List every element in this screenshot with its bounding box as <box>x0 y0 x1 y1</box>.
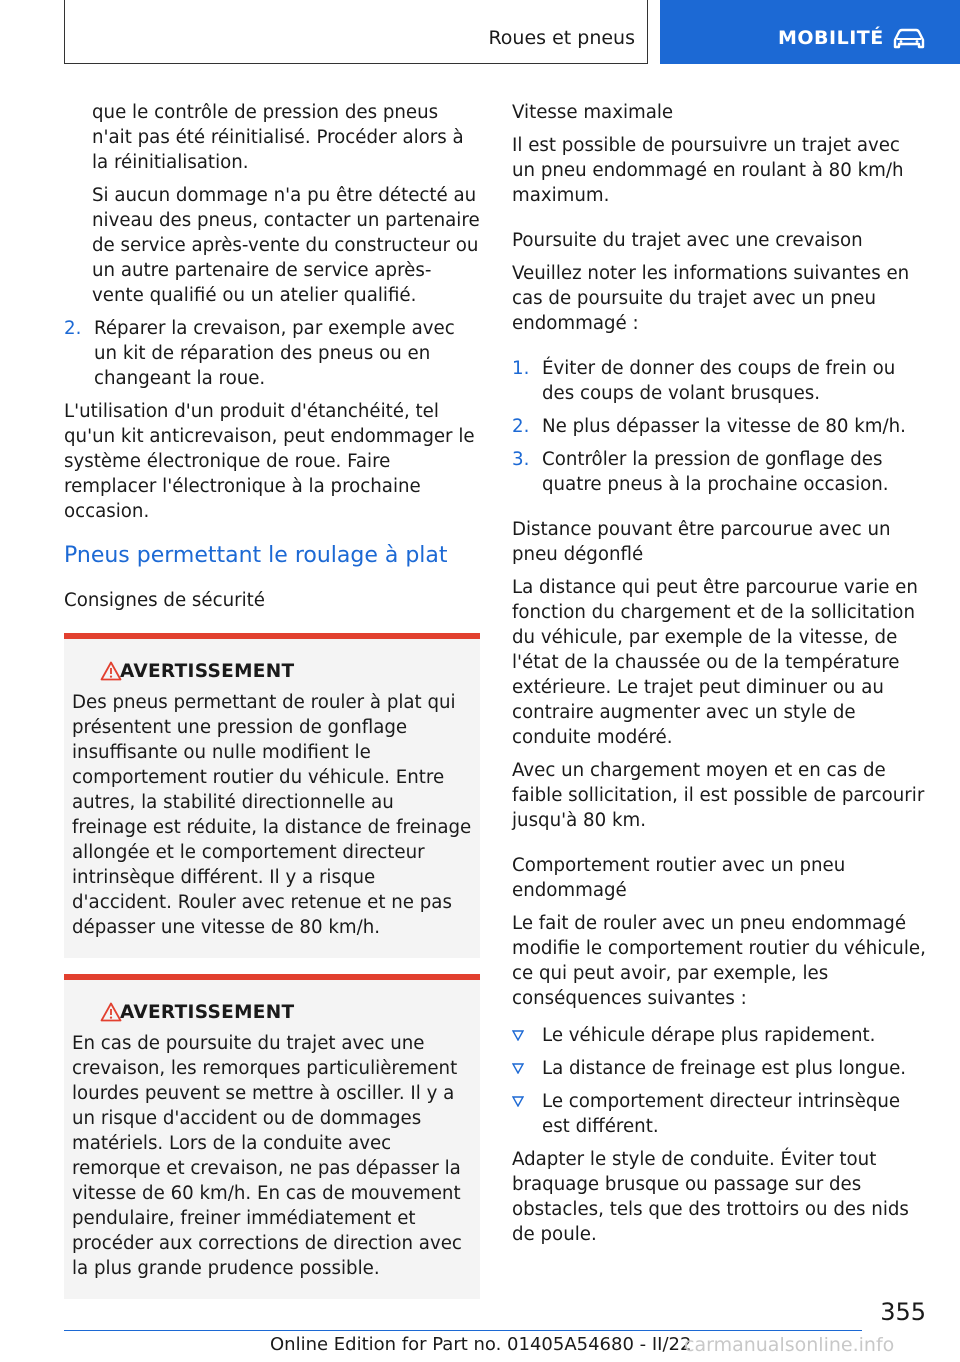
max-speed-paragraph: Il est possible de poursuivre un trajet avec un pneu endommagé en roulant à 80 km/h maximum. <box>512 135 904 206</box>
step-text: Réparer la crevaison, par exemple avec un kit de réparation des pneus ou en changeant la roue. <box>94 318 455 389</box>
behaviour-paragraph: Le fait de rouler avec un pneu endommagé modifie le comportement routier du véhicule, ce qui peut avoir, par exemple, les conséquences suivantes : <box>512 913 926 1009</box>
right-column <box>512 100 928 1247</box>
warning-triangle-icon <box>100 1002 122 1022</box>
triangle-bullet-icon <box>512 1030 524 1041</box>
section-heading: Pneus permettant le roulage à plat <box>64 543 448 568</box>
section-title: Roues et pneus <box>488 27 635 49</box>
step-number: 3. <box>512 449 530 470</box>
left-column <box>64 100 480 1299</box>
heading-distance: Distance pouvant être parcourue avec un pneu dégonflé <box>512 519 891 565</box>
watermark: carmanualsonline.info <box>684 1334 895 1356</box>
step-text: Ne plus dépasser la vitesse de 80 km/h. <box>542 416 906 437</box>
sealant-paragraph: L'utilisation d'un produit d'étanchéité, tel qu'un kit anticrevaison, peut endommager le système électronique de roue. Faire remplacer l'électronique à la prochaine occasion. <box>64 401 475 522</box>
page-number: 355 <box>880 1298 926 1326</box>
heading-behaviour: Comportement routier avec un pneu endommagé <box>512 855 846 901</box>
continue-paragraph: Veuillez noter les informations suivantes en cas de poursuite du trajet avec un pneu endommagé : <box>512 263 910 334</box>
step-number: 2. <box>64 318 82 339</box>
warning-triangle-icon <box>100 661 122 681</box>
heading-max-speed: Vitesse maximale <box>512 102 674 123</box>
edition-text: Online Edition for Part no. 01405A54680 - II/22 <box>270 1334 692 1355</box>
step-text: Contrôler la pression de gonflage des quatre pneus à la prochaine occasion. <box>542 449 889 495</box>
warning-title: AVERTISSEMENT <box>72 1000 472 1025</box>
triangle-bullet-icon <box>512 1096 524 1107</box>
list-item: La distance de freinage est plus longue. <box>512 1056 928 1081</box>
step-item <box>512 414 928 439</box>
step-item <box>512 356 928 406</box>
warning-text: Des pneus permettant de rouler à plat qui présentent une pression de gonflage insuffisante ou nulle modifient le comportement routier du véhicule. Entre autres, la stabilité directionnelle au freinage est réduite, la distance de freinage allongée et le comportement directeur intrinsèque différent. Il y a risque d'accident. Rouler avec retenue et ne pas dépasser une vitesse de 80 km/h. <box>72 692 472 938</box>
step-item <box>64 316 480 391</box>
triangle-bullet-icon <box>512 1063 524 1074</box>
footer-divider <box>64 1330 862 1331</box>
list-item: Le véhicule dérape plus rapidement. <box>512 1023 928 1048</box>
warning-box <box>64 633 480 958</box>
step-number: 1. <box>512 358 530 379</box>
continued-paragraph: que le contrôle de pression des pneus n'ait pas été réinitialisé. Procéder alors à la réinitialisation. <box>92 102 464 173</box>
step-text: Éviter de donner des coups de frein ou des coups de volant brusques. <box>542 358 896 404</box>
list-item: Le comportement directeur intrinsèque est différent. <box>512 1089 928 1139</box>
subsection-heading: Consignes de sécurité <box>64 590 265 611</box>
warning-box <box>64 974 480 1299</box>
no-damage-paragraph: Si aucun dommage n'a pu être détecté au niveau des pneus, contacter un partenaire de service après-vente du constructeur ou un autre partenaire de service après-vente qualifié ou un atelier qualifié. <box>92 185 480 306</box>
warning-title: AVERTISSEMENT <box>72 659 472 684</box>
step-item <box>512 447 928 497</box>
chapter-title: MOBILITÉ <box>778 27 884 49</box>
header-chapter-box <box>660 0 960 64</box>
step-number: 2. <box>512 416 530 437</box>
distance-paragraph: La distance qui peut être parcourue varie en fonction du chargement et de la sollicitation du véhicule, par exemple de la vitesse, de l'état de la chaussée ou de la température extérieure. Le trajet peut diminuer ou au contraire augmenter avec un style de conduite modéré. <box>512 577 918 748</box>
header-section-box <box>64 0 648 64</box>
heading-continue-puncture: Poursuite du trajet avec une crevaison <box>512 230 863 251</box>
warning-text: En cas de poursuite du trajet avec une crevaison, les remorques particulièrement lourdes peuvent se mettre à osciller. Il y a un risque d'accident ou de dommages matériels. Lors de la conduite avec remorque et crevaison, ne pas dépasser la vitesse de 60 km/h. En cas de mouvement pendulaire, freiner immédiatement et procéder aux corrections de direction avec la plus grande prudence possible. <box>72 1033 462 1279</box>
distance-paragraph-2: Avec un chargement moyen et en cas de faible sollicitation, il est possible de parcourir jusqu'à 80 km. <box>512 760 925 831</box>
adapt-paragraph: Adapter le style de conduite. Éviter tout braquage brusque ou passage sur des obstacles, tels que des trottoirs ou des nids de poule. <box>512 1149 909 1245</box>
car-icon <box>892 28 926 50</box>
